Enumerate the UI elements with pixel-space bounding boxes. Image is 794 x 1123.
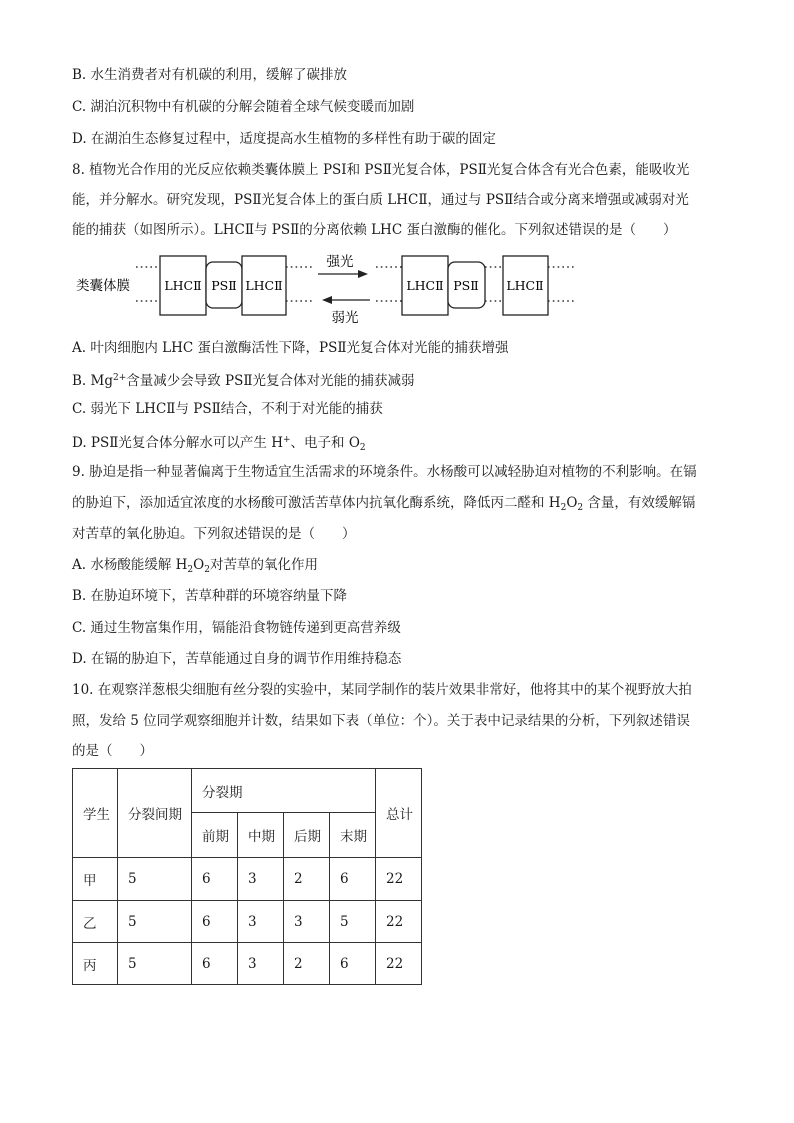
q9-option-a: A. 水杨酸能缓解 $H_2O_2$对苦草的氧化作用 bbox=[72, 557, 318, 575]
table-cell: 6 bbox=[192, 901, 238, 943]
q9-option-b: B. 在胁迫环境下，苦草种群的环境容纳量下降 bbox=[72, 588, 348, 604]
strong-light-label: 强光 bbox=[326, 254, 354, 270]
header-total: 总计 bbox=[376, 769, 422, 858]
header-telophase: 末期 bbox=[330, 813, 376, 858]
q8-stem-line-3: 能的捕获（如图所示）。LHCⅡ与 PSⅡ的分离依赖 LHC 蛋白激酶的催化。下列叙述错误的是（ ） bbox=[72, 222, 677, 238]
q10-stem-line-3: 的是（ ） bbox=[72, 743, 153, 759]
header-prophase: 前期 bbox=[192, 813, 238, 858]
lhcii-label: LHCⅡ bbox=[506, 278, 544, 293]
q9-stem-line-3: 对苦草的氧化胁迫。下列叙述错误的是（ ） bbox=[72, 526, 356, 542]
q9-stem-line-1: 9. 胁迫是指一种显著偏离于生物适宜生活需求的环境条件。水杨酸可以减轻胁迫对植物的不利影响。在镉 bbox=[72, 464, 697, 480]
table-row bbox=[73, 943, 422, 985]
table-cell: 6 bbox=[330, 943, 376, 985]
table-row bbox=[73, 858, 422, 901]
membrane-label: 类囊体膜 bbox=[76, 278, 130, 294]
q8-stem-line-1: 8. 植物光合作用的光反应依赖类囊体膜上 PSⅠ和 PSⅡ光复合体，PSⅡ光复合体含有光合色素，能吸收光 bbox=[72, 162, 690, 178]
lhcii-label: LHCⅡ bbox=[406, 278, 444, 293]
cell-count-table bbox=[72, 768, 422, 985]
q10-stem-line-1: 10. 在观察洋葱根尖细胞有丝分裂的实验中，某同学制作的装片效果非常好，他将其中的某个视野放大拍 bbox=[72, 682, 692, 698]
q9-stem-line-2: 的胁迫下，添加适宜浓度的水杨酸可激活苦草体内抗氧化酶系统，降低丙二醛和 $H_2O_2$ 含量，有效缓解镉 bbox=[72, 495, 696, 513]
weak-light-label: 弱光 bbox=[331, 310, 359, 326]
header-mitosis: 分裂期 bbox=[192, 769, 376, 813]
header-metaphase: 中期 bbox=[238, 813, 284, 858]
header-anaphase: 后期 bbox=[284, 813, 330, 858]
psii-label: PSⅡ bbox=[453, 278, 479, 293]
table-cell: 6 bbox=[192, 858, 238, 901]
q8-option-d: D. PSⅡ光复合体分解水可以产生 H+、电子和 $O_2$ bbox=[72, 435, 366, 453]
q7-option-d: D. 在湖泊生态修复过程中，适度提高水生植物的多样性有助于碳的固定 bbox=[72, 131, 496, 147]
q8-stem-line-2: 能，并分解水。研究发现，PSⅡ光复合体上的蛋白质 LHCⅡ，通过与 PSⅡ结合或分离来增强或减弱对光 bbox=[72, 192, 689, 208]
q9-option-d: D. 在镉的胁迫下，苦草能通过自身的调节作用维持稳态 bbox=[72, 651, 402, 667]
lhcii-label: LHCⅡ bbox=[164, 278, 202, 293]
table-cell: 丙 bbox=[73, 943, 118, 985]
weak-light-arrowhead bbox=[322, 296, 332, 304]
table-cell: 3 bbox=[238, 943, 284, 985]
psii-label: PSⅡ bbox=[211, 278, 237, 293]
table-cell: 2 bbox=[284, 943, 330, 985]
header-interphase: 分裂间期 bbox=[118, 769, 192, 858]
table-cell: 22 bbox=[376, 858, 422, 901]
table-cell: 5 bbox=[330, 901, 376, 943]
table-cell: 5 bbox=[118, 901, 192, 943]
table-cell: 3 bbox=[238, 858, 284, 901]
q7-option-b: B. 水生消费者对有机碳的利用，缓解了碳排放 bbox=[72, 67, 348, 83]
table-row bbox=[73, 901, 422, 943]
table-cell: 6 bbox=[330, 858, 376, 901]
table-cell: 乙 bbox=[73, 901, 118, 943]
table-cell: 22 bbox=[376, 943, 422, 985]
q9-option-c: C. 通过生物富集作用，镉能沿食物链传递到更高营养级 bbox=[72, 620, 401, 636]
q10-stem-line-2: 照，发给 5 位同学观察细胞并计数，结果如下表（单位：个）。关于表中记录结果的分析，下列叙述错误 bbox=[72, 713, 690, 729]
table-cell: 5 bbox=[118, 858, 192, 901]
table-cell: 5 bbox=[118, 943, 192, 985]
thylakoid-diagram bbox=[72, 250, 592, 332]
strong-light-arrowhead bbox=[358, 270, 368, 278]
q8-option-a: A. 叶肉细胞内 LHC 蛋白激酶活性下降，PSⅡ光复合体对光能的捕获增强 bbox=[72, 340, 509, 356]
q7-option-c: C. 湖泊沉积物中有机碳的分解会随着全球气候变暖而加剧 bbox=[72, 99, 415, 115]
q8-option-c: C. 弱光下 LHCⅡ与 PSⅡ结合，不利于对光能的捕获 bbox=[72, 401, 383, 417]
table-cell: 3 bbox=[238, 901, 284, 943]
table-cell: 甲 bbox=[73, 858, 118, 901]
lhcii-label: LHCⅡ bbox=[245, 278, 283, 293]
table-cell: 6 bbox=[192, 943, 238, 985]
table-cell: 3 bbox=[284, 901, 330, 943]
header-student: 学生 bbox=[73, 769, 118, 858]
q8-option-b: B. $Mg^{2+}$含量减少会导致 PSⅡ光复合体对光能的捕获减弱 bbox=[72, 373, 415, 389]
table-cell: 22 bbox=[376, 901, 422, 943]
table-cell: 2 bbox=[284, 858, 330, 901]
